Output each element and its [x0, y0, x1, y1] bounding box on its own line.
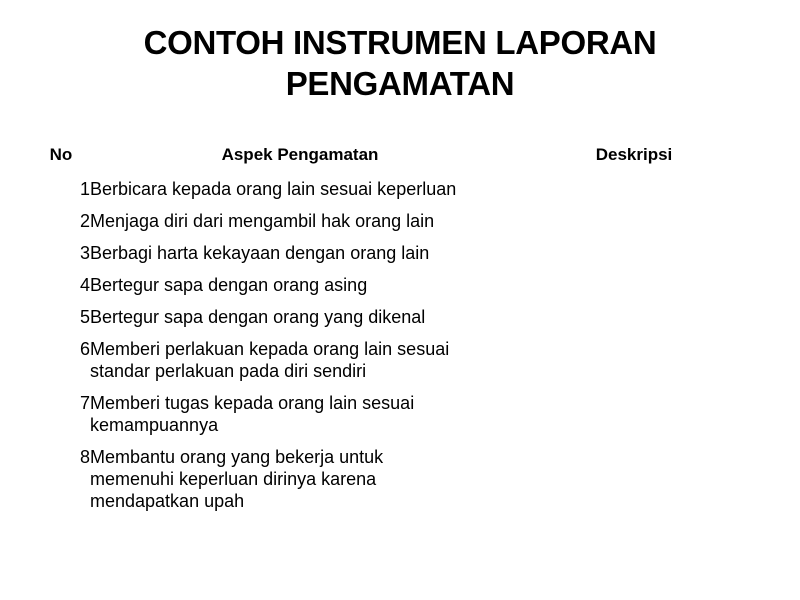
row-aspek: Berbicara kepada orang lain sesuai keperluan [90, 179, 457, 199]
table-row [32, 236, 758, 268]
table-row [32, 386, 758, 440]
row-deskripsi [510, 386, 758, 440]
table-row [32, 332, 758, 386]
row-aspek: Berbagi harta kekayaan dengan orang lain [90, 243, 430, 263]
table-header-row [32, 138, 758, 172]
row-number: 4 [79, 275, 90, 295]
row-deskripsi [510, 204, 758, 236]
row-deskripsi [510, 236, 758, 268]
row-number: 6 [79, 339, 90, 359]
row-number: 2 [79, 211, 90, 231]
page-title-line-1: CONTOH INSTRUMEN LAPORAN [143, 24, 657, 61]
table-row [32, 440, 758, 516]
row-number: 3 [79, 243, 90, 263]
row-deskripsi [510, 332, 758, 386]
header-aspek: Aspek Pengamatan [221, 145, 379, 164]
row-aspek: Bertegur sapa dengan orang yang dikenal [90, 307, 426, 327]
row-aspek [90, 332, 510, 386]
row-deskripsi [510, 172, 758, 204]
row-aspek-line: Memberi perlakuan kepada orang lain sesuai [90, 339, 450, 359]
header-no: No [49, 145, 73, 164]
table-row [32, 300, 758, 332]
row-aspek-line: memenuhi keperluan dirinya karena [90, 469, 377, 489]
row-aspek-line: standar perlakuan pada diri sendiri [90, 361, 367, 381]
row-aspek [90, 386, 510, 440]
row-number: 7 [79, 393, 90, 413]
table-row [32, 172, 758, 204]
row-deskripsi [510, 300, 758, 332]
row-deskripsi [510, 440, 758, 516]
row-aspek-line: Membantu orang yang bekerja untuk [90, 447, 384, 467]
observation-table [32, 138, 758, 516]
row-number: 1 [79, 179, 90, 199]
row-number: 5 [79, 307, 90, 327]
row-aspek-line: Memberi tugas kepada orang lain sesuai [90, 393, 415, 413]
row-aspek: Menjaga diri dari mengambil hak orang lain [90, 211, 435, 231]
table-row [32, 268, 758, 300]
page-title-line-2: PENGAMATAN [285, 65, 515, 102]
row-aspek-line: kemampuannya [90, 415, 219, 435]
row-aspek: Bertegur sapa dengan orang asing [90, 275, 368, 295]
row-number: 8 [79, 447, 90, 467]
row-deskripsi [510, 268, 758, 300]
table-row [32, 204, 758, 236]
row-aspek [90, 440, 510, 516]
header-deskripsi: Deskripsi [595, 145, 673, 164]
row-aspek-line: mendapatkan upah [90, 491, 245, 511]
page-title [60, 22, 740, 104]
